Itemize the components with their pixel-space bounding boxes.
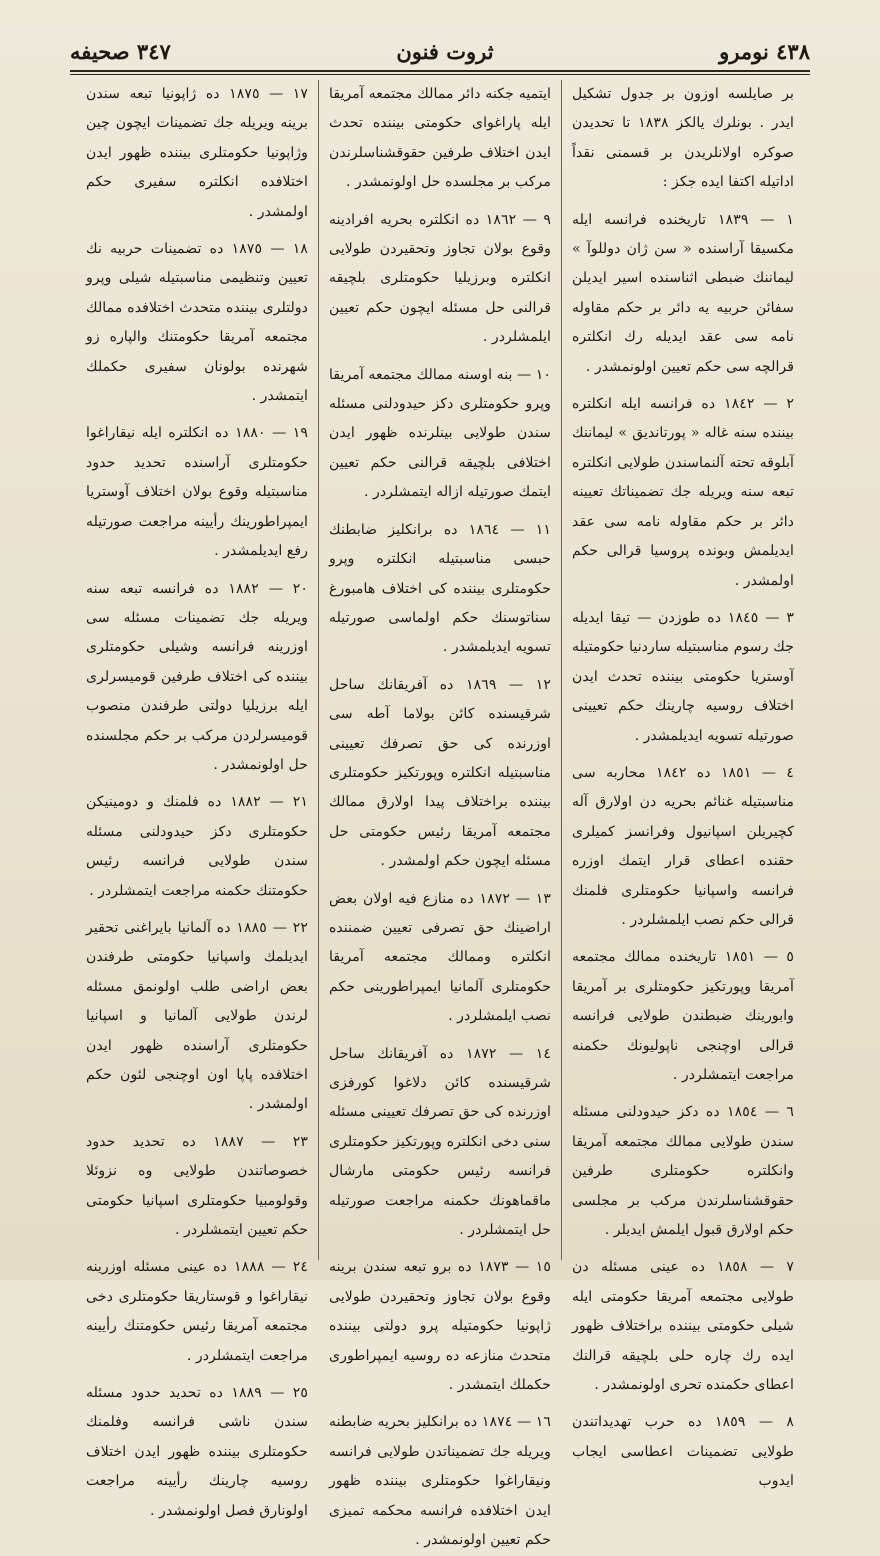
article-entry: ١٢ — ١٨٦٩ ده آفريقانك ساحل شرقيسنده كائن بولاما آطه سى اوزرنده كى حق تصرفك تعيينى مناسبتيله انكلتره وپورتكيز حكومتلرى بيننده براختلاف پيدا اولارق ممالك مجتمعه آمريقا رئيس حكومتى حل مسئله ايچون حكم اولمشدر .	[329, 676, 551, 870]
article-entry: ١٥ — ١٨٧٣ ده برو تبعه سندن برينه وقوع بولان تجاوز وتحقيردن طولايى ژاپونيا حكومتيله پرو دولتى بيننده متحدث منازعه ده روسيه ايمپراطورى حكملك ايتمشدر .	[329, 1259, 551, 1394]
article-entry: ١٠ — بنه اوسنه ممالك مجتمعه آمريقا وپرو حكومتلرى دكز حيدودلنى مسئله سندن طولايى بينلرنده ظهور ايدن اختلافى بلچيقه قرالنى حكم تعيين ايتمك صورتيله ازاله ايتمشلردر .	[329, 366, 551, 501]
article-entry: ٩ — ١٨٦٢ ده انكلتره بحريه افرادينه وقوع بولان تجاوز وتحقيردن طولايى انكلتره وبرزيليا حكومتلرى بلچيقه قرالنى حل مسئله ايچون حكم تعيين ايلمشلردر .	[329, 211, 551, 346]
article-entry: ٢٢ — ١٨٨٥ ده آلمانيا بايراغنى تحقير ايديلمك واسپانيا حكومتى طرفندن بعض اراضى طلب اولونمق مسئله لرندن طولايى آلمانيا و اسپانيا حكومتلرى آراسنده ظهور ايدن اختلافده پاپا اون اوچنجى لئون حكم اولمشدر .	[86, 919, 308, 1113]
article-entry: ٢٠ — ١٨٨٢ ده فرانسه تبعه سنه ويريله جك تضمينات مسئله سى اوزرينه فرانسه وشيلى حكومتلرى بيننده كى اختلاف طرفين قوميسرلرى ايله برزيليا دولتى طرفندن منصوب قوميسرلردن مركب بر حكم مجلسنده حل اولونمشدر .	[86, 580, 308, 773]
article-entry: ١٤ — ١٨٧٢ ده آفريقانك ساحل شرقيسنده كائن دلاغوا كورفزى اوزرنده كى حق تصرفك تعيينى مسئله سنى دخى انكلتره وپورتكيز حكومتلرى فرانسه رئيس حكومتى مارشال ماقماهونك حكمنه مراجعت صورتيله حل ايتمشلردر .	[329, 1045, 551, 1239]
article-entry: ٧ — ١٨٥٨ ده عينى مسئله دن طولايى مجتمعه آمريقا حكومتى ايله شيلى حكومتى بيننده براختلاف ظهور ايده رك چاره حلى بلچيقه قرالنك اعطاى حكمنده تحرى اولونمشدر .	[572, 1259, 794, 1394]
article-entry: ٢١ — ١٨٨٢ ده فلمنك و دومينيكن حكومتلرى دكز حيدودلنى مسئله سندن طولايى فرانسه رئيس حكومتنك حكمنه مراجعت ايتمشلردر .	[86, 794, 308, 899]
article-entry: ٢ — ١٨٤٢ ده فرانسه ايله انكلتره بيننده سنه غاله « پورتانديق » ليماننك آبلوقه تحته آلنماسندن طولايى انكلتره تبعه سنه ويريله جك تضميناتك تعيينه دائر بر حكم مقاوله نامه سى عقد ايديلمش وبونده پروسيا قرالى حكم اولمشدر .	[572, 396, 794, 589]
article-entry: ٢٣ — ١٨٨٧ ده تحديد حدود خصوصاتندن طولايى وه نزوئلا وقولومبيا حكومتلرى اسپانيا حكومتى حكم تعيين ايتمشلردر .	[86, 1133, 308, 1239]
article-entry: ١٣ — ١٨٧٢ ده منازع فيه اولان بعض اراضينك حق تصرفى تعيين ضمننده انكلتره وممالك مجتمعه آمريقا حكومتلرى آلمانيا ايمپراطورينى حكم نصب ايلمشلردر .	[329, 890, 551, 1025]
column-right	[562, 80, 804, 1490]
article-entry: ٤ — ١٨٥١ ده ١٨٤٢ محاربه سى مناسبتيله غنائم بحريه دن اولارق آله كچيريلن اسپانيول وفرانسز كميلرى حقنده اعطاى قرار ايتمك اوزره فرانسه واسپانيا حكومتلرى فلمنك قرالى حكم نصب ايلمشلردر .	[572, 764, 794, 928]
article-entry: ايتميه جكنه دائر ممالك مجتمعه آمريقا ايله پاراغواى حكومتى بيننده تحدث ايدن اختلاف طرفين حقوقشناسلرندن مركب بر مجلسده حل اولونمشدر .	[329, 86, 551, 191]
article-entry: ١٧ — ١٨٧٥ ده ژاپونيا تبعه سندن برينه ويريله جك تضمينات ايچون چين وژاپونيا حكومتلرى بيننده ظهور ايدن اختلافده انكلتره سفيرى حكم اولمشدر .	[86, 86, 308, 220]
article-entry: ١ — ١٨٣٩ تاريخنده فرانسه ايله مكسيقا آراسنده « سن ژان دوللوآ » ليماننك ضبطى اثناسنده اسير ايديلن سفائن حربيه يه دائر بر حكم مقاوله نامه سى عقد ايديله رك انكلتره قرالچه سى حكم تعيين اولونمشدر .	[572, 211, 794, 375]
column-left	[76, 80, 319, 1519]
article-entry: ١٩ — ١٨٨٠ ده انكلتره ايله نيقاراغوا حكومتلرى آراسنده تحديد حدود مناسبتيله وقوع بولان اختلاف آوستريا ايمپراطورينك رأيينه مراجعت صورتيله رفع ايديلمشدر .	[86, 425, 308, 560]
page-number: ٣٤٧ صحيفه	[70, 38, 171, 64]
column-middle	[319, 80, 562, 1549]
text-columns	[76, 80, 804, 1549]
page-header	[70, 36, 810, 66]
article-entry: ٣ — ١٨٤٥ ده طوزدن — تيقا ايديله جك رسوم مناسبتيله ساردنيا حكومتيله آوستريا حكومتى بيننده تحدث ايدن اختلاف روسيه چارينك حكم تعيينى صورتيله تسويه ايديلمشدر .	[572, 609, 794, 744]
journal-title: ثروت فنون	[396, 38, 494, 64]
article-entry: ١١ — ١٨٦٤ ده برانكليز ضابطنك حبسى مناسبتيله انكلتره وپرو حكومتلرى بيننده كى اختلاف هامبورغ سناتوسنك حكم اولماسى صورتيله تسويه ايديلمشدر .	[329, 521, 551, 656]
header-rule	[70, 70, 810, 75]
article-entry: ٢٥ — ١٨٨٩ ده تحديد حدود مسئله سندن ناشى فرانسه وفلمنك حكومتلرى بيننده ظهور ايدن اختلاف روسيه چارينك رأيينه مراجعت اولونارق فصل اولونمشدر .	[86, 1385, 308, 1519]
article-entry: ٢٤ — ١٨٨٨ ده عينى مسئله اوزرينه نيقاراغوا و قوستاريقا حكومتلرى دخى مجتمعه آمريقا رئيس حكومتنك رأيينه مراجعت ايتمشلردر .	[86, 1259, 308, 1364]
article-entry: ١٨ — ١٨٧٥ ده تضمينات حربيه نك تعيين وتنظيمى مناسبتيله شيلى وپرو دولتلرى بيننده متحدث اختلافده ممالك مجتمعه آمريقا حكومتنك والپاره زو شهرنده بولونان سفيرى حكملك ايتمشدر .	[86, 241, 308, 405]
issue-number: ٤٣٨ نومرو	[719, 38, 810, 64]
article-entry: ٥ — ١٨٥١ تاريخنده ممالك مجتمعه آمريقا وپورتكيز حكومتلرى بر آمريقا وابورينك ضبطندن طولايى فرانسه قرالى اوچنجى ناپوليونك حكمنه مراجعت ايتمشلردر .	[572, 949, 794, 1083]
article-entry: ١٦ — ١٨٧٤ ده برانكليز بحريه ضابطنه ويريله جك تضميناتدن طولايى فرانسه ونيقاراغوا حكومتلرى بيننده ظهور ايدن اختلافده فرانسه محكمه تميزى حكم تعيين اولونمشدر .	[329, 1414, 551, 1549]
article-entry: بر صايلسه اوزون بر جدول تشكيل ايدر . بونلرك يالكز ١٨٣٨ تا تحديدن صوكره اولانلريدن بر قسمنى نقداً اداتيله اكتفا ايده جكز :	[572, 86, 794, 191]
article-entry: ٦ — ١٨٥٤ ده دكز حيدودلنى مسئله سندن طولايى ممالك مجتمعه آمريقا وانكلتره حكومتلرى طرفين حقوقشناسلرندن مركب بر مجلسى حكم اولارق قبول ايلمش ايديلر .	[572, 1104, 794, 1239]
article-entry: ٨ — ١٨٥٩ ده حرب تهديداتندن طولايى تضمينات اعطاسى ايجاب ايدوب	[572, 1414, 794, 1490]
